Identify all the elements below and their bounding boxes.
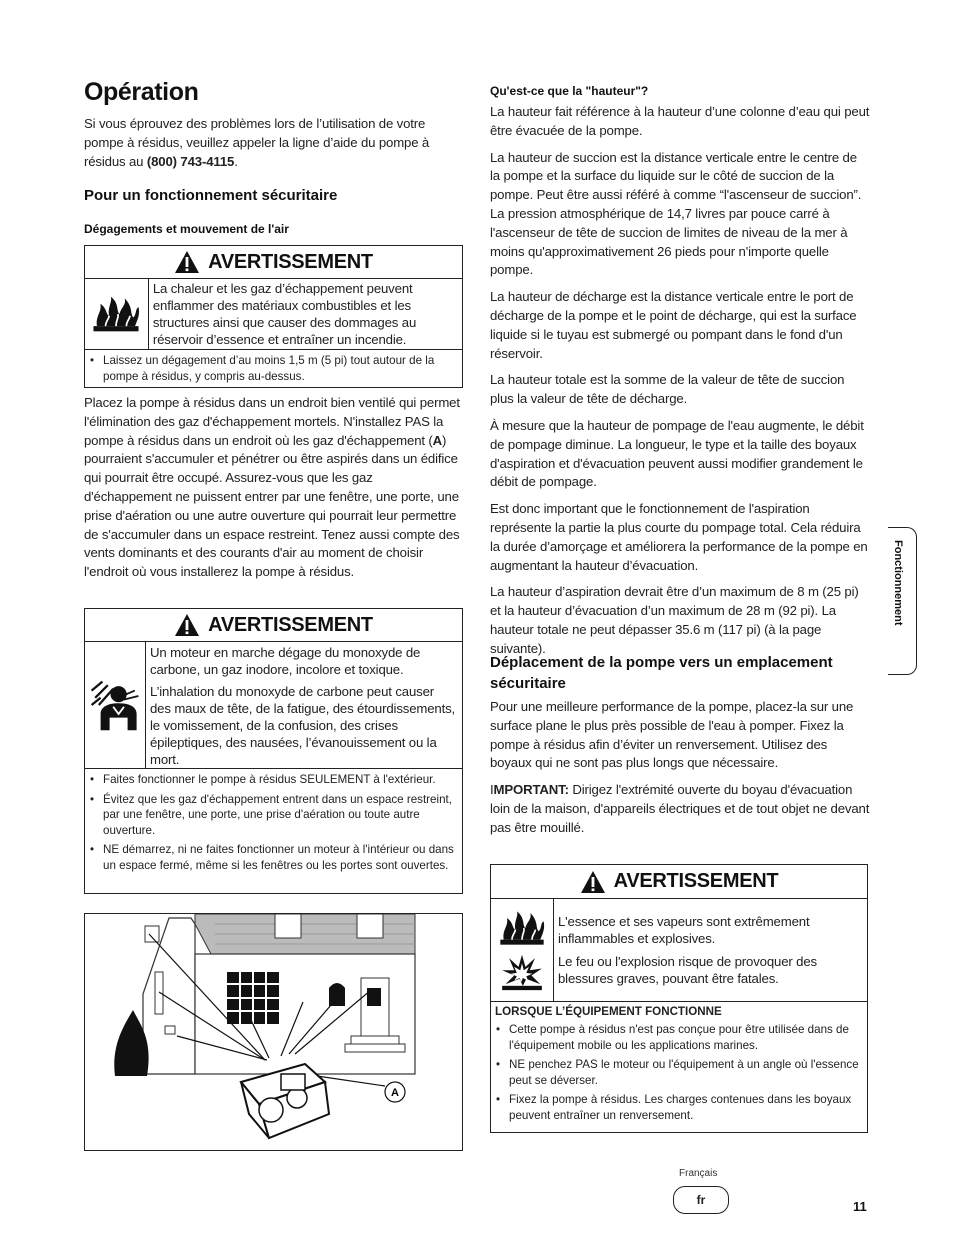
- warning-box-fuel: [490, 864, 868, 1133]
- important-label: MPORTANT:: [493, 782, 569, 798]
- intro-paragraph: [84, 115, 463, 171]
- language-code: fr: [696, 1193, 706, 1207]
- warning-header: [85, 609, 462, 642]
- warning-text: La chaleur et les gaz d’échappement peuvent enflammer des matériaux combustibles et les structures ainsi que causer des dommages au réservoir d’essence et entraîner un incendie.: [152, 281, 417, 347]
- page-number: 11: [853, 1199, 867, 1214]
- section-side-tab: [888, 527, 917, 675]
- side-tab-label: Fonctionnement: [892, 540, 904, 626]
- warning-text-2: L’inhalation du monoxyde de carbone peut causer des maux de tête, de la fatigue, des étourdissements, le vomissement, de la confusion, des crises épileptiques, des nausées, l’évanouissement ou la mort.: [150, 684, 456, 767]
- fire-icon: [90, 294, 142, 334]
- paragraph: La hauteur de décharge est la distance verticale entre le port de décharge de la pompe et le point de décharge, qui est la surface liquide si le tuyau est submergé ou pompant dans le fond d'un réservoir.: [490, 289, 857, 361]
- fire-icon-cell: [85, 279, 149, 349]
- fumes-icon-cell: [85, 642, 146, 768]
- warning-bullets: [85, 768, 462, 881]
- section-heading-moving-pump: Déplacement de la pompe vers un emplacement sécuritaire: [490, 654, 833, 692]
- important-note: [490, 781, 870, 837]
- warning-bullets: [491, 1001, 867, 1131]
- toxic-fumes-icon: [88, 678, 142, 732]
- warning-triangle-icon: [580, 870, 606, 894]
- important-text: Dirigez l'extrémité ouverte du boyau d'évacuation loin de la maison, d'appareils électriques et de tout objet ne devant pas être mouillé.: [490, 782, 870, 835]
- ref-a: A: [432, 432, 443, 448]
- paragraph: La hauteur d’aspiration devrait être d’un maximum de 8 m (25 pi) et la hauteur d’évacuation d’un maximum de 28 m (92 pi). La hauteur totale ne peut dépasser 35.6 m (117 pi) (à la page suivante).: [490, 584, 859, 656]
- warning-triangle-icon: [174, 613, 200, 637]
- warning-label: AVERTISSEMENT: [208, 250, 373, 273]
- warning-bullets: [85, 349, 462, 392]
- warning-text-2: Le feu ou l'explosion risque de provoquer des blessures graves, pouvant être fatales.: [558, 954, 817, 986]
- bullet-item: • Fixez la pompe à résidus. Les charges contenues dans les boyaux peuvent entraîner un renversement.: [509, 1092, 863, 1123]
- warning-triangle-icon: [174, 250, 200, 274]
- warning-label: AVERTISSEMENT: [613, 870, 779, 892]
- language-code-badge: [673, 1186, 729, 1214]
- paragraph: Pour une meilleure performance de la pompe, placez-la sur une surface plane le plus près possible de l'eau à pomper. Fixez la pompe à résidus afin d’éviter un renversement. Utilisez des boyaux qui ne sont pas plus longs que nécessaire.: [490, 699, 854, 771]
- bullets-subheading: LORSQUE L’ÉQUIPEMENT FONCTIONNE: [495, 1005, 722, 1018]
- hazard-icons-cell: [491, 899, 554, 1001]
- intro-end: .: [234, 153, 238, 169]
- warning-header: [85, 246, 462, 279]
- bullet-item: • NE démarrez, ni ne faites fonctionner un moteur à l'intérieur ou dans un espace fermé, même si les fenêtres ou les portes sont ouvertes.: [103, 842, 458, 873]
- helpline-phone: (800) 743-4115: [146, 153, 235, 169]
- warning-text-1: L'essence et ses vapeurs sont extrêmement inflammables et explosives.: [558, 914, 810, 946]
- warning-box-carbon-monoxide: [84, 608, 463, 894]
- bullet-item: • Faites fonctionner le pompe à résidus SEULEMENT à l'extérieur.: [103, 772, 458, 788]
- bullet-item: • Cette pompe à résidus n'est pas conçue pour être utilisée dans de l'équipement mobile ou les applications marines.: [509, 1022, 863, 1053]
- subheading-what-is-head: Qu'est-ce que la "hauteur"?: [490, 84, 649, 98]
- paragraph: La hauteur de succion est la distance verticale entre le centre de la pompe et la surface du liquide sur le côté de succion de la pompe. Peut être aussi référé à comme “l'ascenseur de succion”. La pression atmosphérique de 14,7 livres par pouce carré à l'ascenseur de tête de succion de limites de niveau de la mer à moins qu'approximativement 26 pieds pour n'importe quelle pompe.: [490, 149, 862, 278]
- bullet-item: • NE penchez PAS le moteur ou l'équipement à un angle où l'essence peut se déverser.: [509, 1057, 863, 1088]
- page-title: Opération: [84, 78, 199, 106]
- warning-text-1: Un moteur en marche dégage du monoxyde de carbone, un gaz inodore, incolore et toxique.: [150, 645, 421, 677]
- callout-a: A: [391, 1087, 399, 1099]
- bullet-item: • Laissez un dégagement d’au moins 1,5 m (5 pi) tout autour de la pompe à résidus, y compris au-dessus.: [103, 353, 458, 384]
- right-column-text: [490, 103, 870, 659]
- house-exhaust-illustration: [84, 913, 463, 1151]
- paragraph: Est donc important que le fonctionnement de l'aspiration représente la partie la plus courte du pompage total. Cela réduira la durée d’amorçage et améliorera la performance de la pompe en augmentant la hauteur d’évacuation.: [490, 501, 868, 573]
- section-heading-safe-operation: Pour un fonctionnement sécuritaire: [84, 187, 338, 204]
- warning-box-heat: [84, 245, 463, 388]
- explosion-icon: [500, 953, 544, 991]
- ventilation-paragraph: [84, 394, 463, 582]
- warning-label: AVERTISSEMENT: [208, 613, 373, 636]
- important-initial: I: [490, 782, 494, 798]
- intro-text: Si vous éprouvez des problèmes lors de l’utilisation de votre pompe à résidus, veuillez appeler la ligne d’aide du pompe à résidus au: [84, 116, 430, 169]
- illustration-svg: [85, 914, 462, 1150]
- placement-text: [490, 698, 870, 838]
- ventilation-text-end: ) pourraient s'accumuler et pénétrer ou être aspirés dans un édifice qui pourrait être occupé. Assurez-vous que les gaz d'échappement ne puissent entrer par une fenêtre, une porte, une prise d'aération ou une autre ouverture qui pourrait leur permettre de s'accumuler dans un espace restreint. Tenez aussi compte des vents dominants et des courants d'air au moment de choisir l'endroit où vous installerez la pompe à résidus.: [84, 432, 460, 580]
- ventilation-text: Placez la pompe à résidus dans un endroit bien ventilé qui permet l'élimination des gaz d'échappement mortels. N'installez PAS la pompe à résidus dans un endroit où les gaz d'échappement (: [84, 395, 460, 448]
- footer-language: Français: [679, 1168, 718, 1179]
- warning-header: [491, 865, 867, 899]
- subheading-clearances: Dégagements et mouvement de l'air: [84, 222, 289, 236]
- fire-icon: [497, 909, 547, 947]
- bullet-item: • Évitez que les gaz d'échappement entrent dans un espace restreint, par une fenêtre, une porte, une prise d'aération ou toute autre ouverture.: [103, 792, 458, 839]
- paragraph: À mesure que la hauteur de pompage de l'eau augmente, le débit de pompage diminue. La longueur, le type et la taille des boyaux d'aspiration et d'évacuation peuvent aussi modifier grandement le débit de pompage.: [490, 417, 864, 490]
- paragraph: La hauteur fait référence à la hauteur d’une colonne d’eau qui peut être évacuée de la pompe.: [490, 104, 870, 138]
- paragraph: La hauteur totale est la somme de la valeur de tête de succion plus la valeur de tête de décharge.: [490, 372, 845, 407]
